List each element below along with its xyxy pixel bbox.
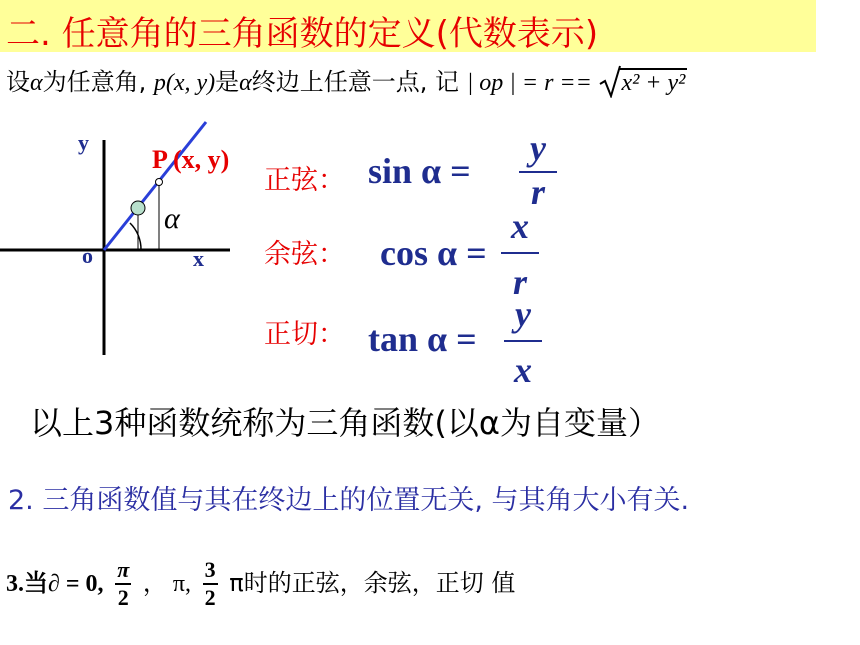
three-over-2-fraction	[203, 557, 218, 611]
intro-text-3: 终边上任意一点	[251, 68, 420, 96]
frac1-denominator: 2	[117, 585, 129, 610]
tangent-fraction-bar	[504, 340, 542, 342]
intro-text-2: 是	[215, 68, 240, 96]
intro-text-1: 为任意角	[42, 68, 139, 96]
note3-prefix: 3.当∂ = 0,	[6, 571, 104, 597]
summary-line: 以上3种函数统称为三角函数(以α为自变量）	[30, 404, 660, 442]
sqrt-expression	[599, 68, 687, 97]
note3-suffix: π时的正弦，余弦，正切 值	[229, 569, 516, 597]
cosine-expression: cos α =	[380, 233, 487, 273]
op-expression: | op | = r ==	[466, 70, 592, 96]
sine-expression: sin α =	[368, 151, 471, 191]
frac2-denominator: 2	[204, 585, 216, 610]
intro-text-4: 记	[435, 68, 460, 96]
angle-label: α	[164, 202, 180, 235]
frac1-numerator: π	[115, 557, 131, 585]
intro-prefix: 设	[6, 68, 30, 96]
note-3	[6, 557, 515, 611]
y-axis-label: y	[78, 130, 89, 155]
x-axis-label: x	[193, 246, 204, 271]
point-label: P (x, y)	[152, 145, 230, 174]
terminal-side	[104, 122, 206, 250]
point-marker-large	[131, 201, 145, 215]
cosine-fraction-bar	[501, 252, 539, 254]
tangent-expression: tan α =	[368, 319, 477, 359]
alpha-symbol: α	[30, 70, 43, 96]
origin-label: o	[82, 243, 93, 268]
angle-arc	[130, 223, 141, 250]
note-2: 2. 三角函数值与其在终边上的位置无关, 与其角大小有关.	[8, 485, 690, 516]
pi-over-2-fraction	[115, 557, 131, 611]
cosine-label: 余弦：	[264, 239, 345, 270]
tangent-numerator: y	[515, 294, 531, 334]
cosine-numerator: x	[511, 206, 529, 246]
note3-mid: ， π,	[142, 571, 191, 597]
point-notation: p(x, y)	[153, 70, 216, 96]
radical-sign-icon	[599, 64, 621, 98]
sine-label: 正弦：	[264, 165, 345, 196]
tangent-denominator: x	[514, 350, 532, 390]
sqrt-body: x² + y²	[621, 70, 686, 96]
definition-line: 设α为任意角, p(x, y)是α终边上任意一点, 记 | op | = r == x² + y²	[6, 62, 687, 97]
point-marker-p	[156, 179, 163, 186]
sine-denominator: r	[530, 172, 545, 206]
cosine-denominator: r	[512, 262, 527, 302]
alpha-symbol-2: α	[239, 70, 252, 96]
frac2-numerator: 3	[203, 557, 218, 585]
tangent-label: 正切：	[264, 319, 345, 350]
sine-numerator: y	[530, 128, 546, 168]
slide-title: 二. 任意角的三角函数的定义(代数表示)	[6, 14, 599, 54]
